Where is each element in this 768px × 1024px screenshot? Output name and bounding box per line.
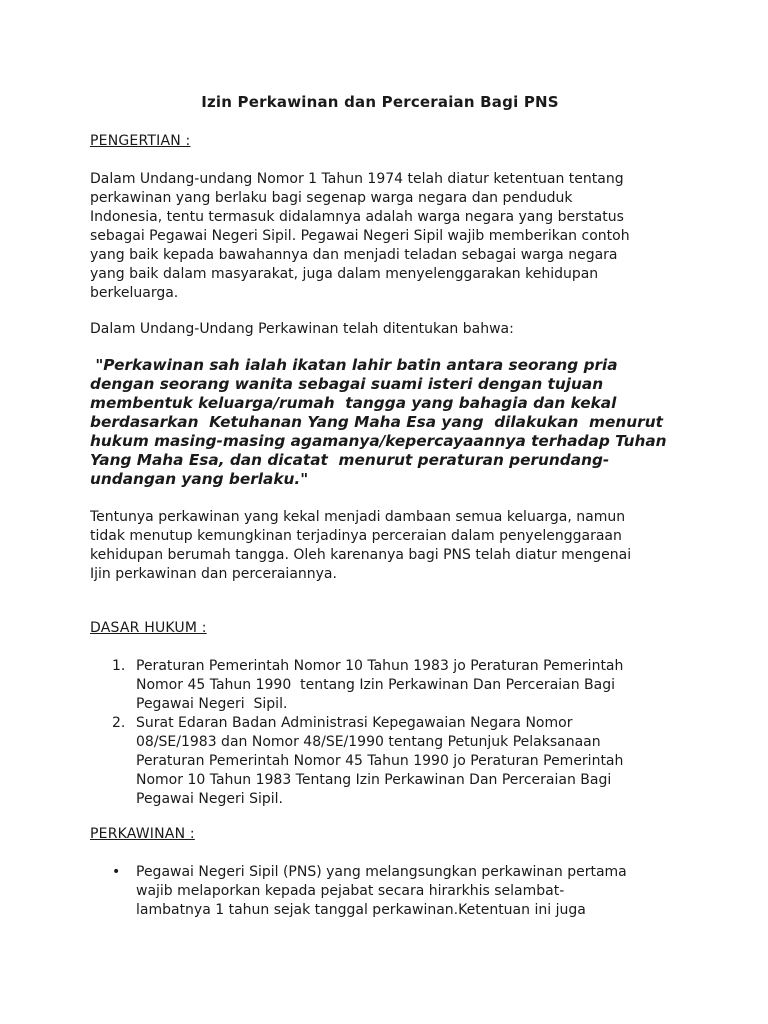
text-line: wajib melaporkan kepada pejabat secara hirarkhis selambat- (136, 883, 565, 899)
text-line: 08/SE/1983 dan Nomor 48/SE/1990 tentang Petunjuk Pelaksanaan (136, 734, 601, 750)
text-line: Peraturan Pemerintah Nomor 10 Tahun 1983 jo Peraturan Pemerintah (136, 658, 624, 674)
quote-line: dengan seorang wanita sebagai suami isteri dengan tujuan (90, 375, 604, 393)
list-number: 1. (112, 658, 126, 674)
text-line: Peraturan Pemerintah Nomor 45 Tahun 1990 jo Peraturan Pemerintah (136, 753, 624, 769)
quote-line: berdasarkan Ketuhanan Yang Maha Esa yang dilakukan menurut (90, 413, 663, 431)
text-line: yang baik dalam masyarakat, juga dalam menyelenggarakan kehidupan (90, 266, 599, 282)
quote-line: hukum masing-masing agamanya/kepercayaannya terhadap Tuhan (90, 432, 667, 450)
heading-dasar-hukum: DASAR HUKUM : (90, 620, 207, 636)
text-line: sebagai Pegawai Negeri Sipil. Pegawai Negeri Sipil wajib memberikan contoh (90, 228, 630, 244)
law-quote (90, 356, 680, 489)
bullet-icon: • (112, 864, 121, 880)
text-line: Tentunya perkawinan yang kekal menjadi dambaan semua keluarga, namun (90, 509, 626, 525)
text-line: Ijin perkawinan dan perceraiannya. (90, 566, 337, 582)
list-item (90, 657, 690, 714)
heading-perkawinan: PERKAWINAN : (90, 826, 195, 842)
text-line: Pegawai Negeri Sipil (PNS) yang melangsungkan perkawinan pertama (136, 864, 627, 880)
paragraph-law-intro: Dalam Undang-Undang Perkawinan telah ditentukan bahwa: (90, 321, 514, 337)
text-line: Pegawai Negeri Sipil. (136, 696, 288, 712)
text-line: Indonesia, tentu termasuk didalamnya adalah warga negara yang berstatus (90, 209, 624, 225)
paragraph-context (90, 508, 680, 584)
list-number: 2. (112, 715, 126, 731)
list-item (90, 863, 690, 920)
legal-basis-list (90, 657, 690, 809)
quote-line: membentuk keluarga/rumah tangga yang bahagia dan kekal (90, 394, 617, 412)
text-line: perkawinan yang berlaku bagi segenap warga negara dan penduduk (90, 190, 573, 206)
heading-pengertian: PENGERTIAN : (90, 133, 191, 149)
list-item (90, 714, 690, 809)
quote-line: undangan yang berlaku." (90, 470, 309, 488)
quote-line: "Perkawinan sah ialah ikatan lahir batin antara seorang pria (90, 356, 618, 374)
text-line: Nomor 45 Tahun 1990 tentang Izin Perkawinan Dan Perceraian Bagi (136, 677, 616, 693)
paragraph-intro (90, 170, 680, 303)
text-line: tidak menutup kemungkinan terjadinya perceraian dalam penyelenggaraan (90, 528, 622, 544)
text-line: Nomor 10 Tahun 1983 Tentang Izin Perkawinan Dan Perceraian Bagi (136, 772, 612, 788)
marriage-rules-list (90, 863, 690, 920)
document-page (90, 0, 690, 1024)
text-line: kehidupan berumah tangga. Oleh karenanya bagi PNS telah diatur mengenai (90, 547, 632, 563)
text-line: berkeluarga. (90, 285, 179, 301)
text-line: yang baik kepada bawahannya dan menjadi teladan sebagai warga negara (90, 247, 618, 263)
text-line: Dalam Undang-undang Nomor 1 Tahun 1974 telah diatur ketentuan tentang (90, 171, 624, 187)
quote-line: Yang Maha Esa, dan dicatat menurut peraturan perundang- (90, 451, 610, 469)
text-line: lambatnya 1 tahun sejak tanggal perkawinan.Ketentuan ini juga (136, 902, 586, 918)
text-line: Pegawai Negeri Sipil. (136, 791, 283, 807)
document-title: Izin Perkawinan dan Perceraian Bagi PNS (201, 93, 559, 111)
text-line: Surat Edaran Badan Administrasi Kepegawaian Negara Nomor (136, 715, 573, 731)
